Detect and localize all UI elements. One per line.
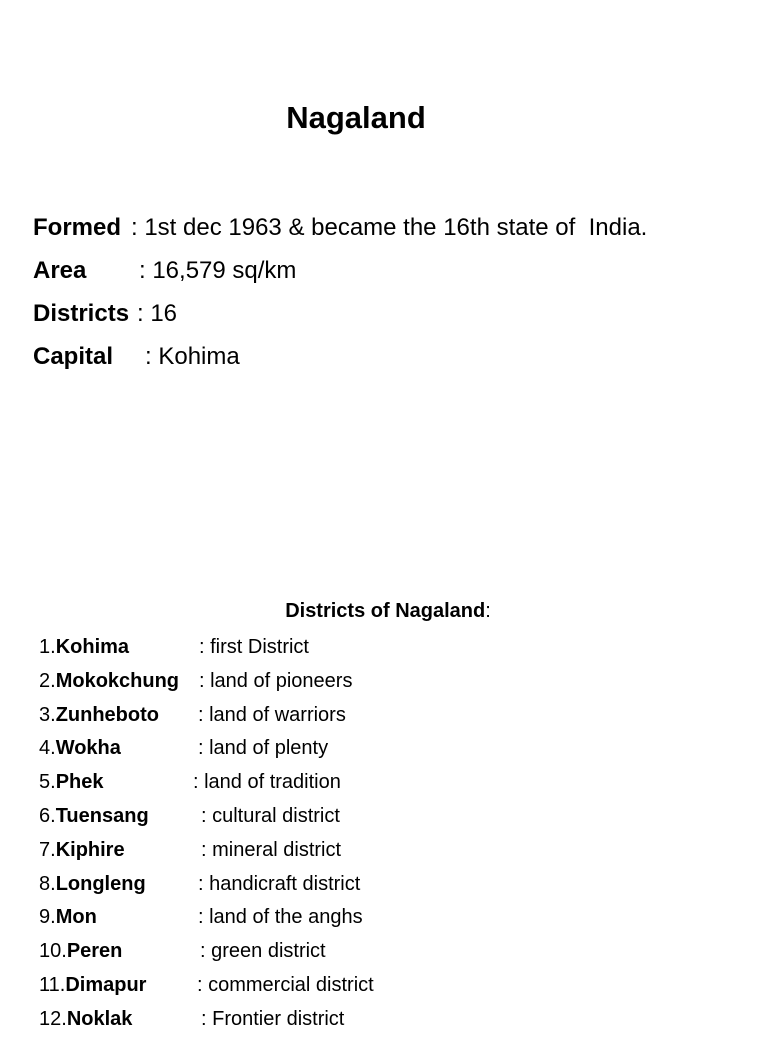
district-title: Tuensang [55,804,149,827]
district-title: Kiphire [55,838,125,861]
district-title: Dimapur [65,973,147,996]
district-description: : land of pioneers [199,669,353,692]
district-title: Peren [66,940,123,963]
district-name [39,901,198,935]
district-item [39,834,374,868]
district-name [39,631,199,665]
district-item [39,935,374,969]
fact-formed [33,206,647,249]
formed-value: : 1st dec 1963 & became the 16th state of India. [131,214,648,241]
district-description: : land of tradition [193,771,341,794]
district-number: 7. [39,838,56,861]
district-description: : Frontier district [201,1007,345,1030]
formed-label: Formed [33,214,122,241]
district-title: Mon [55,906,97,929]
district-name [39,699,198,733]
district-item [39,766,374,800]
district-description: : mineral district [201,838,342,861]
district-title: Longleng [55,872,146,895]
district-name [39,665,199,699]
district-description: : green district [200,940,326,963]
district-name [39,834,201,868]
districts-heading-text: Districts of Nagaland [285,600,486,622]
district-title: Mokokchung [55,669,180,692]
district-title: Phek [55,771,104,794]
district-item [39,631,374,665]
district-name [39,868,198,902]
state-facts [33,206,647,378]
district-name [39,969,197,1003]
district-item [39,665,374,699]
district-item [39,800,374,834]
district-title: Kohima [55,636,130,658]
district-name [39,766,193,800]
district-number: 1. [39,636,56,658]
district-name [39,732,198,766]
district-number: 8. [39,872,56,895]
district-number: 2. [39,669,56,692]
fact-capital [33,335,647,378]
district-item [39,732,374,766]
district-name [39,800,201,834]
district-description: : first District [199,636,309,658]
page-title: Nagaland [286,100,426,135]
district-number: 9. [39,906,56,929]
capital-label: Capital [33,343,114,370]
district-name [39,935,200,969]
district-description: : land of the anghs [198,906,363,929]
district-name [39,1003,201,1037]
district-number: 4. [39,737,56,760]
district-number: 12. [39,1007,67,1030]
districts-label: Districts [33,300,130,327]
district-item [39,868,374,902]
fact-districts [33,292,647,335]
fact-area [33,249,647,292]
district-list [39,631,374,1037]
districts-value: : 16 [137,300,178,327]
district-number: 3. [39,703,56,726]
district-description: : commercial district [197,973,374,996]
district-description: : cultural district [201,804,340,827]
district-number: 10. [39,940,67,963]
district-item [39,1003,374,1037]
district-title: Noklak [66,1007,133,1030]
district-title: Wokha [55,737,121,760]
district-description: : land of warriors [198,703,346,726]
district-number: 11. [39,973,66,996]
capital-value: : Kohima [145,343,240,370]
area-value: : 16,579 sq/km [139,257,297,284]
district-item [39,901,374,935]
district-number: 6. [39,804,56,827]
districts-heading-colon: : [485,600,491,622]
district-item [39,699,374,733]
district-description: : handicraft district [198,872,361,895]
district-item [39,969,374,1003]
district-title: Zunheboto [55,703,159,726]
districts-heading [0,600,768,623]
area-label: Area [33,257,87,284]
district-description: : land of plenty [198,737,329,760]
district-number: 5. [39,771,56,794]
